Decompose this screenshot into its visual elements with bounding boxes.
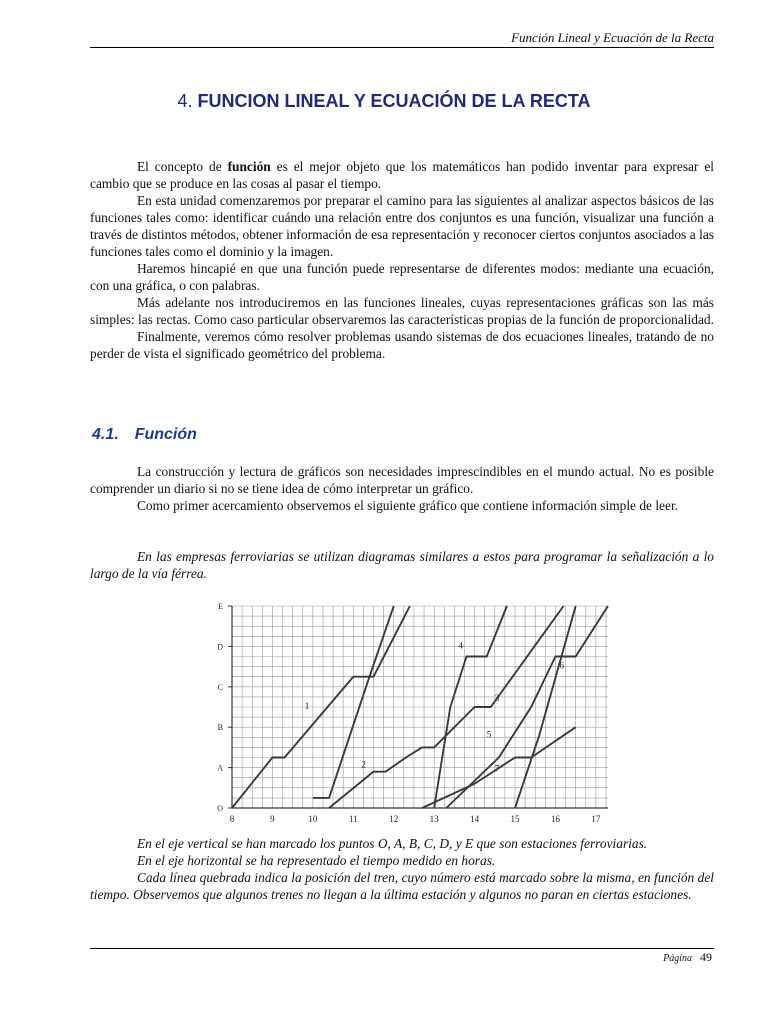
train-label-2: 2 [361,759,366,770]
train-label-7: 7 [494,763,500,774]
train-diagram [210,598,620,828]
train-label-5: 5 [486,729,492,740]
y-tick-label: C [217,682,223,692]
y-tick-label: D [217,642,223,652]
y-tick-label: E [218,602,223,611]
intro-p1-pre: El concepto de [137,159,222,174]
section-heading [92,426,197,444]
italic-intro [90,548,714,582]
x-tick-label: 12 [389,814,399,824]
footer [663,950,712,965]
chapter-title-text: FUNCION LINEAL Y ECUACIÓN DE LA RECTA [197,91,591,111]
train-label-3: 3 [494,692,500,703]
train-label-4: 4 [458,640,463,651]
header-rule [90,47,714,48]
chapter-title [0,91,768,112]
intro-paragraph: Haremos hincapié en que una función puede representarse de diferentes modos: mediante una ecuación, con una gráfica, o con palabras. [90,261,714,293]
y-tick-label: O [217,804,223,813]
section-title: Función [134,426,197,443]
train-label-1: 1 [304,701,310,712]
footer-rule [90,948,714,949]
note-paragraph: En el eje horizontal se ha representado el tiempo medido en horas. [137,853,496,868]
chapter-number: 4. [177,91,193,111]
intro-text [90,158,714,362]
y-tick-label: B [217,723,223,733]
intro-p1-post: es el mejor objeto que los matemáticos han podido inventar para expresar el cambio que se produce en las cosas al pasar el tiempo. [90,159,714,191]
x-tick-label: 9 [270,814,275,824]
x-tick-label: 13 [429,814,439,824]
x-tick-label: 11 [348,814,358,824]
italic-paragraph: En las empresas ferroviarias se utilizan diagramas similares a estos para programar la señalización a lo largo de la vía férrea. [90,549,714,581]
intro-p1-bold: función [227,159,271,174]
intro-paragraph [90,158,714,192]
section-paragraph: Como primer acercamiento observemos el siguiente gráfico que contiene información simple de leer. [137,498,679,513]
x-tick-label: 10 [308,814,318,824]
train-label-6: 6 [559,660,564,671]
page-label: Página [663,953,692,964]
train-diagram-svg [210,598,620,828]
x-tick-label: 16 [550,814,560,824]
note-paragraph: En el eje vertical se han marcado los puntos O, A, B, C, D, y E que son estaciones ferroviarias. [137,836,648,851]
section-text [90,463,714,514]
section-paragraph: La construcción y lectura de gráficos son necesidades imprescindibles en el mundo actual. No es posible comprender un diario si no se tiene idea de cómo interpretar un gráfico. [90,464,714,496]
intro-paragraph: Finalmente, veremos cómo resolver problemas usando sistemas de dos ecuaciones lineales, tratando de no perder de vista el significado geométrico del problema. [90,329,714,361]
note-paragraph: Cada línea quebrada indica la posición del tren, cuyo número está marcado sobre la misma, en función del tiempo. Observemos que algunos trenes no llegan a la última estación y algunos no paran en ciertas estaciones. [90,870,714,902]
x-tick-label: 14 [470,814,480,824]
section-number: 4.1. [92,426,119,443]
x-tick-label: 17 [591,814,601,824]
intro-paragraph: Más adelante nos introduciremos en las funciones lineales, cuyas representaciones gráficas son las más simples: las rectas. Como caso particular observaremos las características propias de la función de proporcionalidad. [90,295,714,327]
y-tick-label: A [217,763,223,773]
page-number: 49 [700,950,712,964]
x-tick-label: 8 [229,814,235,824]
running-header: Función Lineal y Ecuación de la Recta [511,30,714,45]
x-tick-label: 15 [510,814,520,824]
intro-paragraph: En esta unidad comenzaremos por preparar el camino para las siguientes al analizar aspectos básicos de las funciones tales como: identificar cuándo una relación entre dos conjuntos es una función, visualizar una función a través de distintos métodos, obtener información de esa representación y reconocer ciertos conjuntos asociados a las funciones tales como el dominio y la imagen. [90,193,714,259]
notes-text [90,835,714,903]
